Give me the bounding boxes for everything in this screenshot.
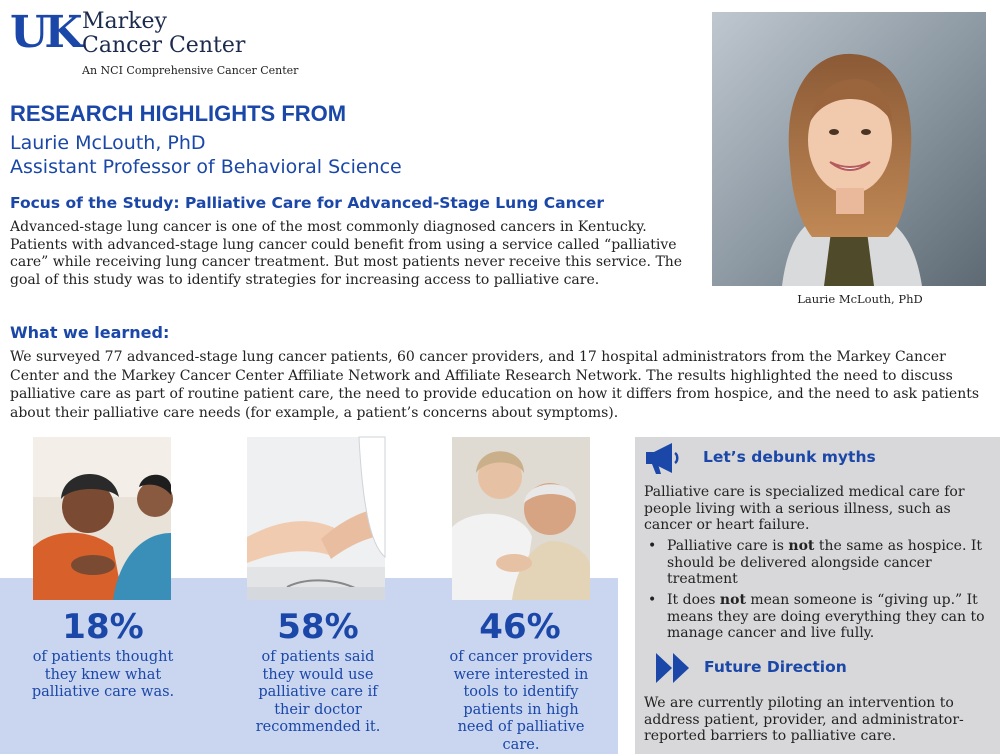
stat-text-3: of cancer providers were interested in tools to identify patients in high need of palliative care. [449,649,593,753]
myth-bullet-1 [644,538,994,590]
portrait-photo [712,12,986,286]
stat-photo-elderly-patient [452,437,590,600]
myth-bullet-2 [644,592,994,644]
researcher-name: Laurie McLouth, PhD [10,132,206,154]
stat-text-1: of patients thought they knew what palliative care was. [31,649,175,700]
focus-body: Advanced-stage lung cancer is one of the most commonly diagnosed cancers in Kentucky. Patients with advanced-stage lung cancer could benefit from using a service called “palliative care” while receiving lung cancer treatment. But most patients never receive this service. The goal of this study was to identify strategies for increasing access to palliative care. [10,219,683,288]
logo-line2: Cancer Center [82,33,246,58]
bullet-dot: • [648,592,657,608]
myth-bullet-text: It does not mean someone is “giving up.” It means they are doing everything they can to manage cancer and live fully. [667,592,985,641]
logo-subtitle: An NCI Comprehensive Cancer Center [82,64,299,77]
myths-intro: Palliative care is specialized medical care for people living with a serious illness, such as cancer or heart failure. [644,484,965,533]
fast-forward-icon [655,652,691,684]
myths-heading: Let’s debunk myths [703,448,876,466]
stat-number-2: 58% [277,607,359,647]
future-heading: Future Direction [704,658,847,676]
learned-body: We surveyed 77 advanced-stage lung cancer patients, 60 cancer providers, and 17 hospital administrators from the Markey Cancer Center and the Markey Cancer Center Affiliate Network and Affiliate Research Network. The results highlighted the need to discuss palliative care as part of routine patient care, the need to provide education on how it differs from hospice, and the need to ask patients about their palliative care needs (for example, a patient’s concerns about symptoms). [10,349,980,421]
markey-logo [10,6,330,78]
svg-text:UK: UK [10,7,79,58]
learned-heading: What we learned: [10,323,170,342]
researcher-role: Assistant Professor of Behavioral Science [10,156,402,178]
stat-text-2: of patients said they would use palliative care if their doctor recommended it. [255,649,381,735]
megaphone-icon [644,440,682,476]
portrait-caption: Laurie McLouth, PhD [797,292,923,306]
focus-heading: Focus of the Study: Palliative Care for Advanced-Stage Lung Cancer [10,194,604,212]
bullet-dot: • [648,538,657,554]
uk-logo-icon [10,6,79,58]
research-title: RESEARCH HIGHLIGHTS FROM [10,101,347,126]
future-body: We are currently piloting an intervention to address patient, provider, and administrator-reported barriers to palliative care. [644,695,964,744]
stat-number-1: 18% [62,607,144,647]
stat-photo-caregiver [33,437,171,600]
myth-bullet-text: Palliative care is not the same as hospice. It should be delivered alongside cancer treatment [667,538,982,587]
logo-line1: Markey [82,9,167,34]
stat-number-3: 46% [479,607,561,647]
stat-photo-handholding [247,437,385,600]
